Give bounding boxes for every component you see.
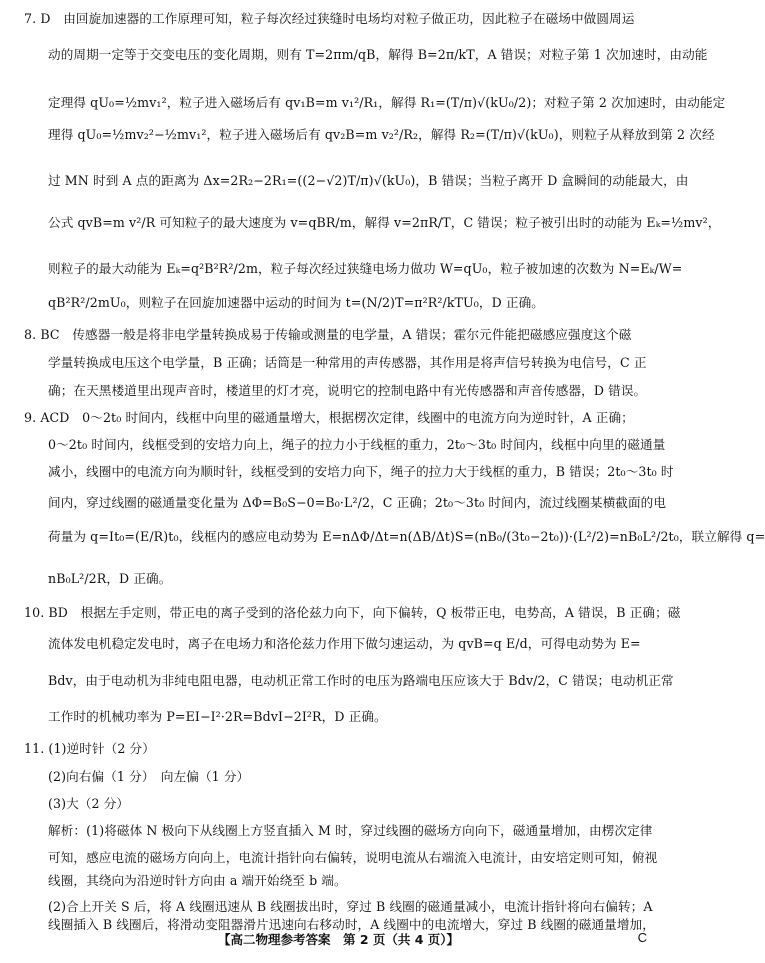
page-footer: 【高二物理参考答案 第 2 页（共 4 页）】 — [217, 932, 460, 947]
text-line: 公式 qvB=m v²/R 可知粒子的最大速度为 v=qBR/m，解得 v=2πR/T，C 错误；粒子被引出时的动能为 Eₖ=½mv²， — [48, 215, 721, 230]
text-line: nB₀L²/2R，D 正确。 — [48, 571, 172, 586]
text-line: 11. (1)逆时针（2 分） — [24, 741, 155, 756]
text-line: 解析：(1)将磁体 N 极向下从线圈上方竖直插入 M 时，穿过线圈的磁场方向向下，磁通量增加，由楞次定律 — [48, 823, 653, 838]
text-line: (2)向右偏（1 分） 向左偏（1 分） — [48, 769, 250, 784]
text-line: 减小，线圈中的电流方向为顺时针，线框受到的安培力向下，绳子的拉力大于线框的重力，B 错误；2t₀～3t₀ 时 — [48, 464, 674, 479]
text-line: 理得 qU₀=½mv₂²−½mv₁²，粒子进入磁场后有 qv₂B=m v₂²/R₂，解得 R₂=(T/π)√(kU₀)，则粒子从释放到第 2 次经 — [48, 127, 715, 142]
text-line: 10. BD 根据左手定则，带正电的离子受到的洛伦兹力向下，向下偏转，Q 板带正电，电势高，A 错误，B 正确；磁 — [24, 605, 681, 620]
text-line: 7. D 由回旋加速器的工作原理可知，粒子每次经过狭缝时电场均对粒子做正功，因此粒子在磁场中做圆周运 — [24, 11, 635, 26]
text-line: 9. ACD 0～2t₀ 时间内，线框中向里的磁通量增大，根据楞次定律，线圈中的电流方向为逆时针，A 正确； — [24, 410, 634, 425]
text-line: 流体发电机稳定发电时，离子在电场力和洛伦兹力作用下做匀速运动，为 qvB=q E/d，可得电动势为 E= — [48, 636, 641, 651]
text-line: 则粒子的最大动能为 Eₖ=q²B²R²/2m，粒子每次经过狭缝电场力做功 W=qU₀，粒子被加速的次数为 N=Eₖ/W= — [48, 261, 683, 276]
text-line: 定理得 qU₀=½mv₁²，粒子进入磁场后有 qv₁B=m v₁²/R₁，解得 R₁=(T/π)√(kU₀/2)；对粒子第 2 次加速时，由动能定 — [48, 95, 726, 110]
text-line: (2)合上开关 S 后，将 A 线圈迅速从 B 线圈拔出时，穿过 B 线圈的磁通量减小，电流计指针将向右偏转；A — [48, 899, 653, 914]
paper-version-letter: C — [637, 930, 647, 945]
text-line: 线圈，其绕向为沿逆时针方向由 a 端开始绕至 b 端。 — [48, 873, 347, 888]
text-line: 间内，穿过线圈的磁通量变化量为 ΔΦ=B₀S−0=B₀·L²/2，C 正确；2t₀～3t₀ 时间内，流过线圈某横截面的电 — [48, 495, 667, 510]
text-line: 动的周期一定等于交变电压的变化周期，则有 T=2πm/qB，解得 B=2π/kT，A 错误；对粒子第 1 次加速时，由动能 — [48, 47, 708, 62]
text-line: 过 MN 时到 A 点的距离为 Δx=2R₂−2R₁=((2−√2)T/π)√(kU₀)，B 错误；当粒子离开 D 盒瞬间的动能最大，由 — [48, 173, 689, 188]
text-line: 0～2t₀ 时间内，线框受到的安培力向上，绳子的拉力小于线框的重力，2t₀～3t₀ 时间内，线框中向里的磁通量 — [48, 437, 666, 452]
text-line: 学量转换成电压这个电学量，B 正确；话筒是一种常用的声传感器，其作用是将声信号转换为电信号，C 正 — [48, 355, 647, 370]
text-line: qB²R²/2mU₀，则粒子在回旋加速器中运动的时间为 t=(N/2)T=π²R²/kTU₀，D 正确。 — [48, 295, 544, 310]
text-line: 荷量为 q=It₀=(E/R)t₀，线框内的感应电动势为 E=nΔΦ/Δt=n(ΔB/Δt)S=(nB₀/(3t₀−2t₀))·(L²/2)=nB₀L²/2t₀，联立解得 q= — [48, 529, 765, 544]
text-line: 线圈插入 B 线圈后，将滑动变阻器滑片迅速向右移动时，A 线圈中的电流增大，穿过 B 线圈的磁通量增加， — [48, 917, 655, 932]
text-line: 确；在天黑楼道里出现声音时，楼道里的灯才亮，说明它的控制电路中有光传感器和声音传感器，D 错误。 — [48, 383, 647, 398]
text-line: (3)大（2 分） — [48, 796, 130, 811]
text-line: 工作时的机械功率为 P=EI−I²·2R=BdvI−2I²R，D 正确。 — [48, 709, 387, 724]
text-line: Bdv，由于电动机为非纯电阻电器，电动机正常工作时的电压为路端电压应该大于 Bdv/2，C 错误；电动机正常 — [48, 673, 674, 688]
text-line: 8. BC 传感器一般是将非电学量转换成易于传输或测量的电学量，A 错误；霍尔元件能把磁感应强度这个磁 — [24, 327, 632, 342]
text-line: 可知，感应电流的磁场方向向上，电流计指针向右偏转，说明电流从右端流入电流计，由安培定则可知，俯视 — [48, 850, 658, 865]
